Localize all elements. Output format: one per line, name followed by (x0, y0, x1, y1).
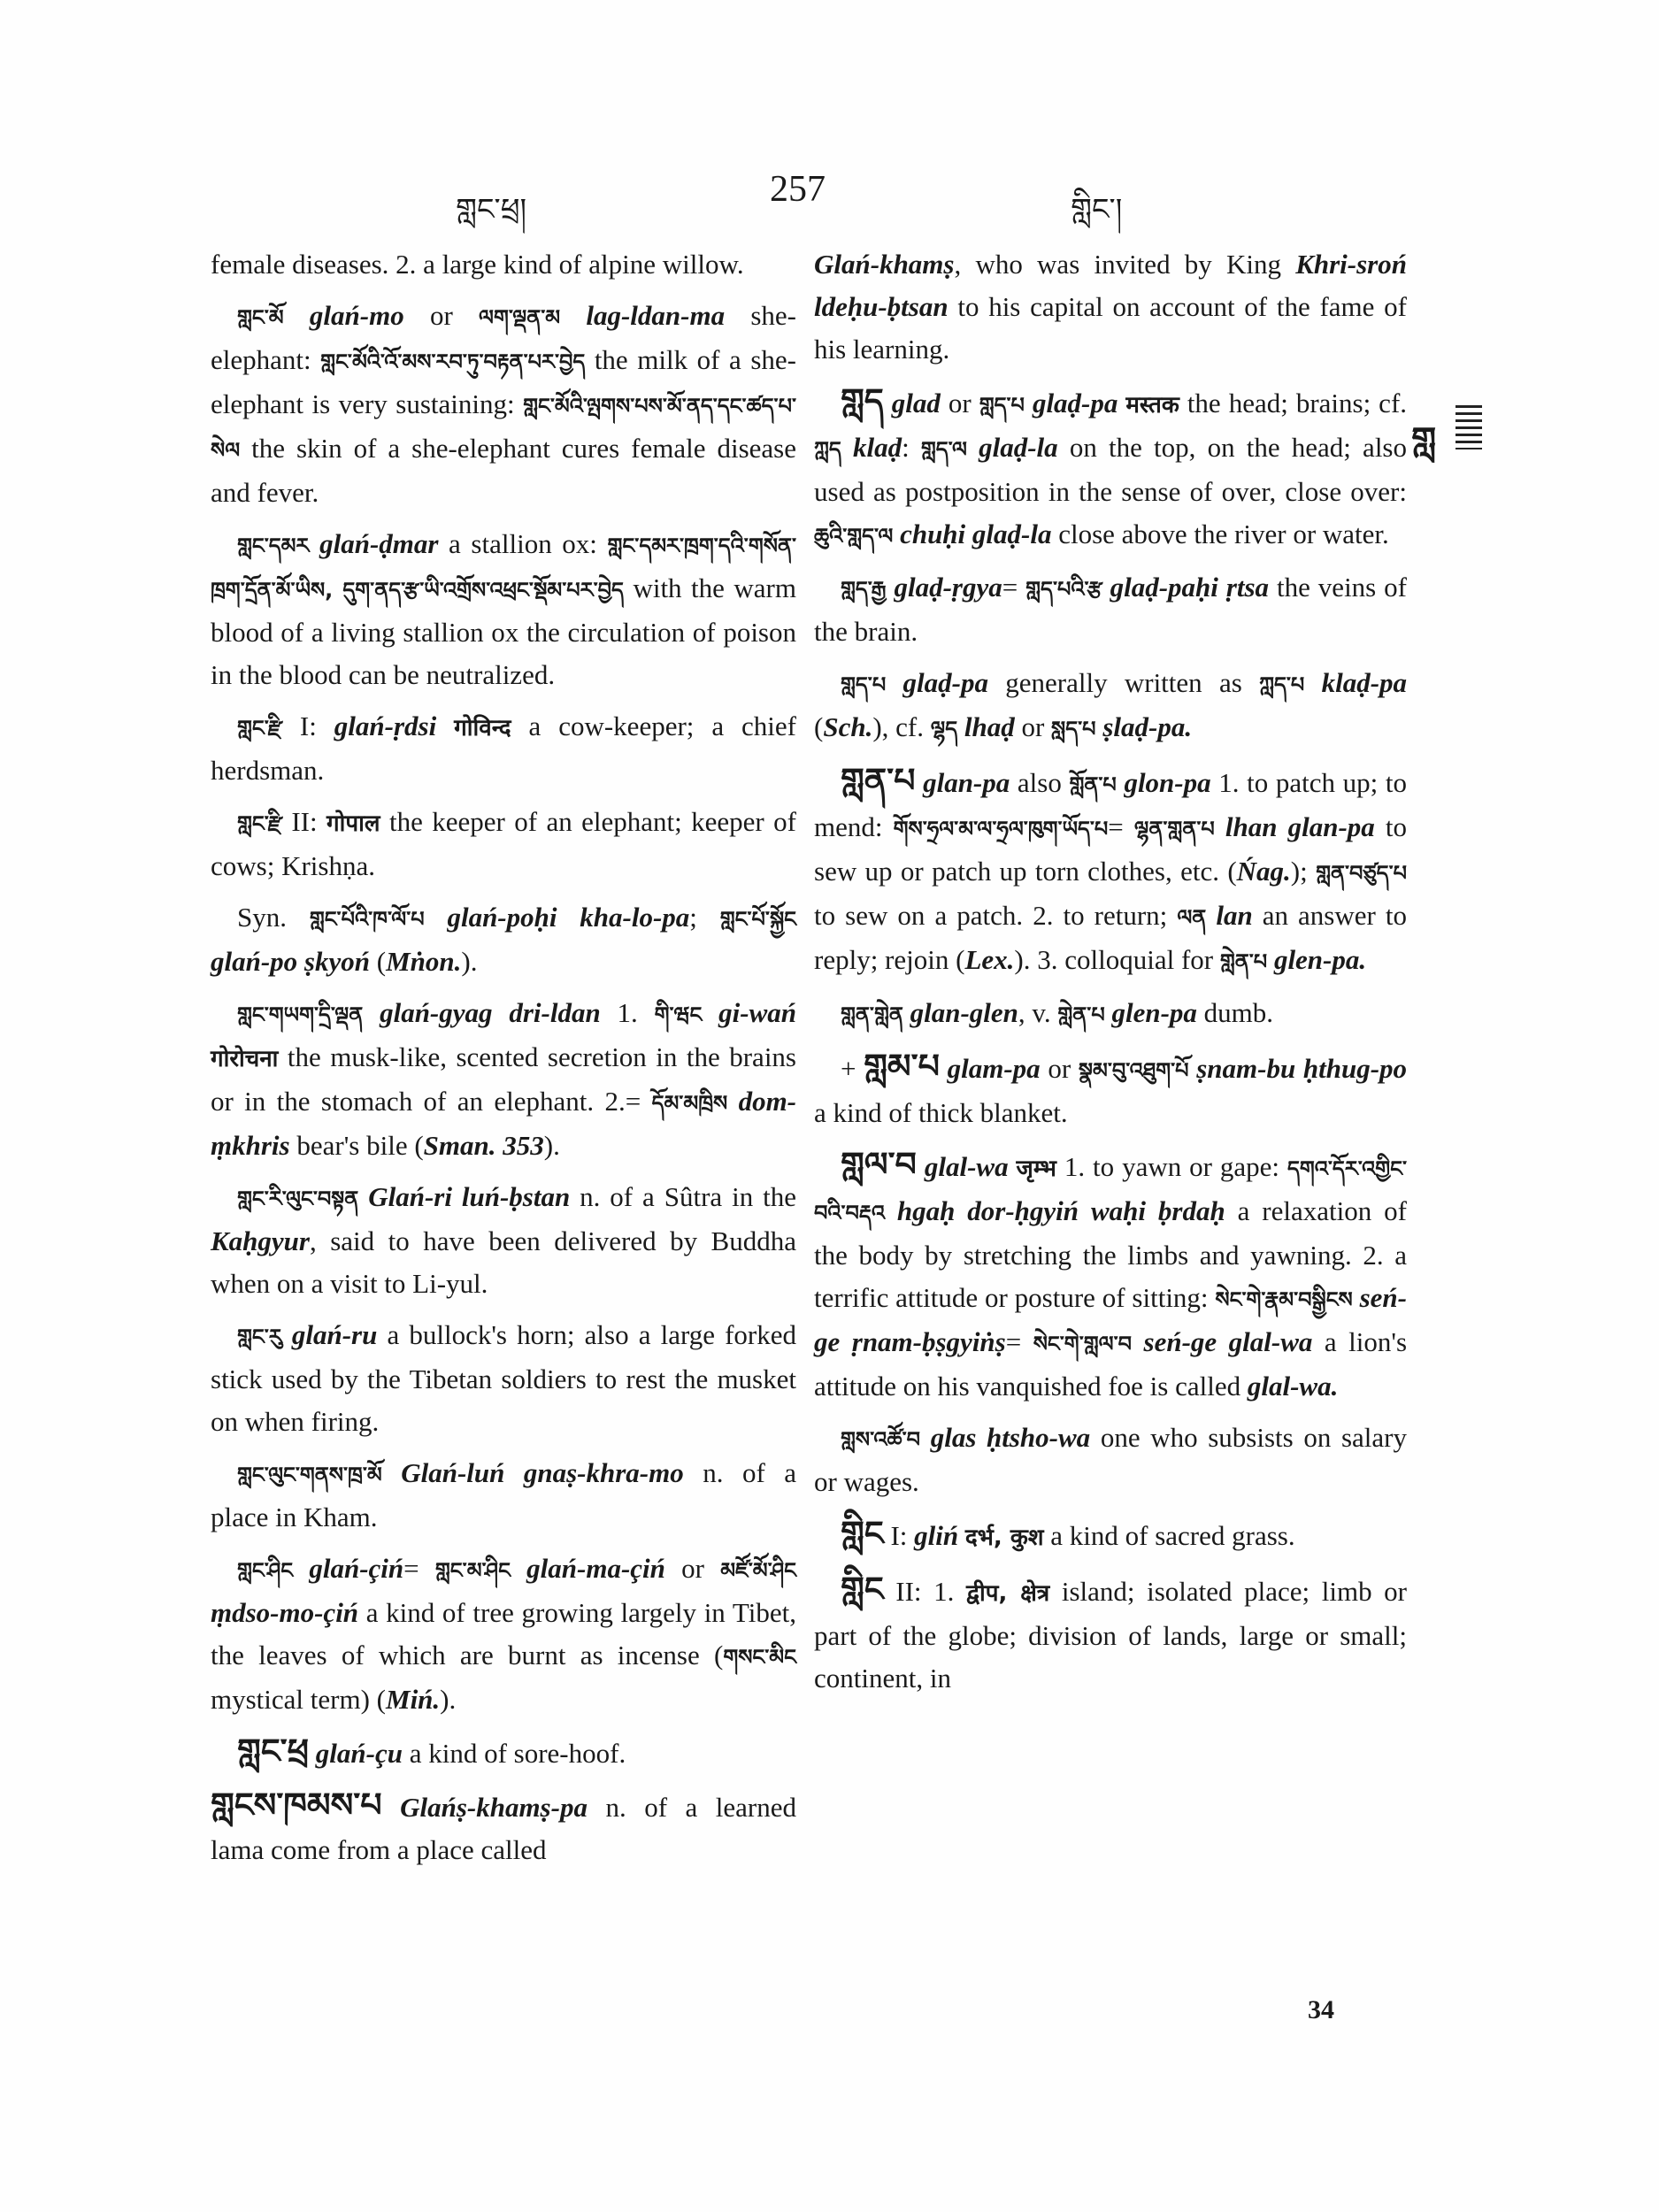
transliteration: gliń (914, 1520, 959, 1551)
definition-text (1353, 1282, 1360, 1313)
running-header (0, 168, 1659, 230)
dictionary-entry (814, 1417, 1407, 1503)
definition-text (511, 1553, 526, 1584)
definition-text: II: (281, 806, 327, 837)
tibetan-headword: ལན (1177, 905, 1207, 930)
dictionary-entry (814, 992, 1407, 1036)
definition-text: = (1002, 572, 1026, 603)
transliteration: Sch. (823, 711, 873, 742)
sanskrit-term: जृम्भ (1016, 1156, 1056, 1182)
tibetan-main-headword: གླད (841, 381, 884, 420)
thumb-tab-rule-lines (1455, 405, 1482, 449)
definition-text (284, 300, 310, 331)
tibetan-headword: གླད་རྒྱ (841, 577, 887, 602)
definition-text: or (403, 300, 480, 331)
definition-text: a kind of sacred grass. (1043, 1520, 1295, 1551)
definition-text (1009, 1151, 1017, 1182)
definition-text: or (1040, 1053, 1079, 1084)
right-guide-word: གླིང་། (1071, 192, 1123, 227)
definition-text: a kind of thick blanket. (814, 1097, 1068, 1128)
transliteration: glas ḥtsho-wa (930, 1422, 1091, 1453)
tibetan-headword: གླང་གཡག་དྲི་ལྡན (237, 1002, 364, 1027)
transliteration: dom-ṃkhris (211, 1086, 796, 1161)
dictionary-entry (814, 566, 1407, 653)
transliteration: hgaḥ dor-ḥgyiń waḥi ḅrdaḥ (896, 1195, 1225, 1226)
tibetan-headword: གླང་མོའི་འོ་མས་རབ་ཏུ་བརྟན་པར་བྱེད (320, 349, 586, 374)
definition-text (958, 1520, 965, 1551)
transliteration: glad (891, 388, 941, 419)
transliteration: Miń. (386, 1684, 441, 1715)
definition-text (1189, 1053, 1197, 1084)
definition-text: 1. (600, 997, 655, 1028)
definition-text (1102, 572, 1110, 603)
dictionary-entry (814, 759, 1407, 983)
definition-text: n. of a place in Kham. (211, 1457, 797, 1532)
tibetan-headword: གླས་འཚོ་བ (841, 1427, 921, 1452)
tibetan-headword: ལྷད (930, 717, 958, 741)
definition-text (363, 997, 380, 1028)
tibetan-headword: གི་ཝང (654, 1002, 703, 1027)
definition-text: ( (370, 946, 387, 977)
dictionary-entry (814, 662, 1407, 750)
dictionary-entry (211, 1548, 796, 1721)
tibetan-main-headword: གླལ་བ (841, 1145, 917, 1184)
tibetan-headword: སླད་པ (1051, 717, 1096, 741)
thumb-index-tab (1411, 400, 1484, 461)
tibetan-headword: གླད་པ (841, 672, 887, 697)
dictionary-entry (211, 1784, 796, 1871)
definition-text: : (902, 432, 921, 463)
definition-text: a relaxation of the body by stretching the limbs and yawning. 2. a terrific attitude or posture of sitting: (814, 1195, 1407, 1313)
tibetan-main-headword: གླིང (841, 1570, 884, 1609)
tibetan-headword: གླན་གླེན (841, 1002, 903, 1027)
tibetan-headword: ཀླད (814, 437, 841, 462)
definition-text: the head; brains; cf. (1179, 388, 1408, 419)
tibetan-headword: གསང་མིང (723, 1645, 796, 1670)
definition-text: , said to have been delivered by Buddha when on a visit to Li-yul. (211, 1225, 796, 1299)
definition-text: close above the river or water. (1051, 518, 1389, 549)
definition-text (940, 1053, 948, 1084)
transliteration: glan-glen (910, 997, 1018, 1028)
tibetan-headword: སྣམ་བུ་འཐུག་པོ (1078, 1058, 1189, 1083)
tibetan-main-headword: གླངས་ཁམས་པ (211, 1786, 382, 1824)
definition-text (727, 1086, 738, 1117)
transliteration: glań-ma-çiń (526, 1553, 665, 1584)
tibetan-headword: གླང་མ་ཤིང (434, 1558, 511, 1583)
definition-text (1132, 1326, 1144, 1357)
definition-text: , v. (1018, 997, 1058, 1028)
definition-text: 1. to patch up; to mend: (814, 767, 1408, 842)
definition-text (915, 767, 923, 798)
definition-text (917, 1151, 925, 1182)
tibetan-headword: ཆུའི་གླད་ལ (814, 524, 894, 549)
definition-text (1215, 811, 1225, 842)
definition-text (893, 518, 900, 549)
transliteration: klaḍ-pa (1321, 667, 1408, 698)
dictionary-entry (814, 380, 1407, 557)
definition-text (309, 528, 319, 559)
sanskrit-term: दर्भ, कुश (964, 1525, 1044, 1551)
definition-text: with the warm blood of a living stallion ox the circulation of poison in the blood can be neutralized. (211, 572, 796, 690)
tibetan-headword: གླང་དམར (237, 534, 310, 558)
definition-text: + (841, 1053, 864, 1084)
definition-text: to sew up or patch up torn clothes, etc. ( (814, 811, 1407, 887)
definition-text: = (1108, 811, 1134, 842)
transliteration: glań-ṛdsi (334, 710, 437, 741)
transliteration: lhaḍ (964, 711, 1015, 742)
dictionary-entry (211, 1176, 796, 1305)
tibetan-headword: ཀླད་པ (1259, 672, 1305, 697)
tibetan-headword: གླད་པའི་རྩ (1025, 577, 1102, 602)
transliteration: glal-wa (924, 1151, 1009, 1182)
tibetan-headword: གླང་ཤིང (237, 1558, 294, 1583)
definition-text (560, 300, 586, 331)
tibetan-headword: སེང་གེ་གླལ་བ (1033, 1332, 1133, 1356)
left-guide-word: གླང་ཕྲ། (456, 192, 527, 227)
tibetan-main-headword: གླང་ཕྲ (237, 1732, 310, 1770)
definition-text (841, 432, 853, 463)
definition-text (885, 1195, 897, 1226)
transliteration: glal-wa. (1247, 1371, 1339, 1402)
definition-text: also (1010, 767, 1070, 798)
dictionary-entry (211, 705, 796, 792)
definition-text (282, 1319, 292, 1350)
definition-text (967, 432, 979, 463)
tibetan-headword: གླང་ལུང་གནས་ཁྲ་མོ (237, 1463, 382, 1487)
dictionary-entry (211, 1730, 796, 1775)
definition-text: generally written as (987, 667, 1260, 698)
dictionary-entry (814, 1512, 1407, 1559)
transliteration: chuḥi glaḍ-la (900, 518, 1052, 549)
tibetan-headword: གོས་ཧྲལ་མ་ལ་ཧྲལ་ཁུག་ཡོད་པ (893, 817, 1109, 841)
transliteration: ṃdso-mo-çiń (211, 1597, 359, 1628)
tibetan-headword: དོམ་མཁྲིས (651, 1091, 728, 1116)
definition-text: a cow-keeper; a chief herdsman. (211, 710, 796, 786)
definition-text (1025, 388, 1033, 419)
tibetan-headword: མཛོ་མོ་ཤིང (720, 1558, 796, 1583)
transliteration: lan (1216, 900, 1253, 931)
definition-text (1267, 944, 1274, 975)
dictionary-entry (211, 1314, 796, 1443)
dictionary-entry (211, 295, 796, 514)
definition-text: island; isolated place; limb or part of the globe; division of lands, large or small; continent, in (814, 1576, 1408, 1694)
definition-text: an answer to reply; rejoin ( (814, 900, 1407, 975)
definition-text: ); (1290, 856, 1317, 887)
transliteration: Glańṣ-khamṣ-pa (400, 1792, 588, 1823)
sanskrit-term: मस्तक (1125, 392, 1179, 419)
transliteration: glań-mo (309, 300, 404, 331)
definition-text: a lion's attitude on his vanquished foe is called (814, 1326, 1408, 1402)
definition-text (436, 710, 454, 741)
transliteration: glaḍ-pa (1032, 388, 1118, 419)
definition-text: I: (883, 1520, 915, 1551)
tibetan-headword: གླད་ལ (920, 437, 967, 462)
definition-text: a kind of sore-hoof. (402, 1738, 626, 1769)
transliteration: Sman. 353 (423, 1130, 544, 1161)
definition-text: female diseases. 2. a large kind of alpine willow. (211, 249, 744, 280)
definition-text: on the top, on the head; also used as postposition in the sense of over, close over: (814, 432, 1407, 507)
transliteration: Lex. (964, 944, 1015, 975)
definition-text (382, 1457, 401, 1488)
definition-text: the milk of a she-elephant is very sustaining: (211, 344, 796, 419)
transliteration: glań-po ṣkyoń (211, 946, 370, 977)
definition-text: = (403, 1553, 435, 1584)
transliteration: glon-pa (1124, 767, 1211, 798)
sanskrit-term: गोरोचना (211, 1046, 279, 1072)
transliteration: glen-pa. (1273, 944, 1367, 975)
definition-text: or (940, 388, 979, 419)
tibetan-headword: གློན་པ (1069, 772, 1117, 797)
definition-text: ). (543, 1130, 560, 1161)
tibetan-headword: དགའ་དོར་འགྱིང་བའི་བརྡའ (814, 1156, 1408, 1225)
transliteration: glan-pa (923, 767, 1010, 798)
definition-text: dumb. (1196, 997, 1274, 1028)
transliteration: seń-ge ṛnam-ḅṣgyiṅṣ (814, 1282, 1407, 1357)
tibetan-headword: གླེན་པ (1057, 1002, 1105, 1027)
right-column (814, 243, 1407, 1709)
thumb-tab-letter: གླ (1411, 420, 1437, 461)
transliteration: ṣlaḍ-pa. (1102, 711, 1193, 742)
definition-text: ). (440, 1684, 457, 1715)
definition-text (293, 1553, 309, 1584)
transliteration: Glań-luń gnaṣ-khra-mo (401, 1457, 684, 1488)
transliteration: glań-çu (315, 1738, 403, 1769)
left-column (211, 243, 796, 1880)
definition-text: = (1005, 1326, 1033, 1357)
transliteration: lag-ldan-ma (586, 300, 726, 331)
definition-text (957, 711, 964, 742)
dictionary-entry (211, 523, 796, 696)
definition-text (920, 1422, 931, 1453)
transliteration: Khri-sroń ldeḥu-ḅtsan (814, 249, 1407, 322)
definition-text (884, 388, 892, 419)
transliteration: Mṅon. (386, 946, 462, 977)
definition-text: a kind of tree growing largely in Tibet, the leaves of which are burnt as incense ( (211, 1597, 796, 1671)
definition-text: or (664, 1553, 721, 1584)
transliteration: lhan glan-pa (1225, 811, 1375, 842)
definition-text (382, 1792, 401, 1823)
tibetan-headword: གླང་མོའི་ལྤགས་པས་མོ་ནད་དང་ཚད་པ་སེལ (211, 394, 796, 463)
tibetan-headword: གླད་པ (979, 393, 1025, 418)
tibetan-headword: གླང་རུ (237, 1325, 282, 1349)
dictionary-entry (211, 1452, 796, 1539)
dictionary-entry (211, 992, 796, 1167)
transliteration: Ńag. (1236, 856, 1291, 887)
definition-text (1206, 900, 1216, 931)
transliteration: glaḍ-paḥi ṛtsa (1110, 572, 1270, 603)
sanskrit-term: द्वीप, क्षेत्र (966, 1580, 1050, 1607)
definition-text: ), cf. (872, 711, 931, 742)
dictionary-entry (814, 243, 1407, 371)
definition-text (702, 997, 718, 1028)
tibetan-headword: སེང་གེ་རྣམ་བསྒྱིངས (1215, 1287, 1353, 1312)
definition-text: bear's bile ( (289, 1130, 424, 1161)
definition-text: the musk-like, scented secretion in the brains or in the stomach of an elephant. 2.= (211, 1041, 796, 1117)
definition-text: II: 1. (883, 1576, 967, 1607)
transliteration: glen-pa (1111, 997, 1197, 1028)
definition-text: to sew on a patch. 2. to return; (814, 900, 1178, 931)
definition-text: mystical term) ( (211, 1684, 386, 1715)
definition-text: she-elephant: (211, 300, 796, 375)
definition-text (358, 1181, 368, 1212)
transliteration: glań-çiń (309, 1553, 404, 1584)
tibetan-main-headword: གླམ་པ (864, 1047, 940, 1086)
transliteration: gi-wań (718, 997, 797, 1028)
transliteration: glań-ru (291, 1319, 378, 1350)
definition-text: n. of a Sûtra in the (570, 1181, 796, 1212)
definition-text: ( (814, 711, 824, 742)
definition-text (309, 1738, 316, 1769)
transliteration: glaḍ-ṛgya (894, 572, 1002, 603)
dictionary-entry (814, 1143, 1407, 1408)
tibetan-headword: གླེན་པ (1219, 949, 1268, 974)
tibetan-headword: གླང་དམར་ཁྲག་དའི་གསོན་ཁྲག་དྲོན་མོ་ཡིས, དུག་ནད་རྩ་ཡི་འགྲོས་འཕྲང་སྡོམ་པར་བྱེད (211, 534, 796, 603)
definition-text: ; (689, 902, 720, 933)
definition-text: n. of a learned lama come from a place called (211, 1792, 796, 1865)
definition-text (425, 902, 448, 933)
definition-text: a bullock's horn; also a large forked stick used by the Tibetan soldiers to rest the musket on when firing. (211, 1319, 797, 1437)
definition-text (1304, 667, 1321, 698)
tibetan-headword: གླང་མོ (237, 305, 284, 330)
definition-text (903, 997, 910, 1028)
transliteration: glań-gyag dri-ldan (380, 997, 601, 1028)
sanskrit-term: गोविन्द (454, 715, 511, 741)
tibetan-main-headword: གླན་པ (841, 761, 916, 800)
transliteration: glaḍ-pa (902, 667, 988, 698)
sanskrit-term: गोपाल (326, 810, 380, 837)
tibetan-headword: ལག་ལྡན་མ (479, 305, 561, 330)
tibetan-headword: གླང་རྫི (237, 811, 282, 836)
transliteration: Glań-ri luń-ḅstan (368, 1181, 571, 1212)
transliteration: glaḍ-la (979, 432, 1058, 463)
definition-text: 1. to yawn or gape: (1056, 1151, 1287, 1182)
definition-text: to his capital on account of the fame of his learning. (814, 291, 1407, 365)
definition-text: ). (461, 946, 478, 977)
transliteration: klaḍ (852, 432, 902, 463)
tibetan-headword: གླན་བཙུད་པ (1316, 861, 1408, 886)
definition-text: a stallion ox: (438, 528, 608, 559)
transliteration: glań-poḥi kha-lo-pa (447, 902, 690, 933)
definition-text: , who was invited by King (954, 249, 1296, 280)
dictionary-entry (211, 896, 796, 983)
tibetan-headword: གླང་པོའི་ཁ་ལོ་པ (309, 907, 425, 932)
tibetan-headword: གླང་པོ་སྐྱོང (719, 907, 796, 932)
definition-text: the veins of the brain. (814, 572, 1407, 647)
transliteration: Kaḥgyur (211, 1225, 310, 1256)
tibetan-main-headword: གླིང (841, 1514, 884, 1553)
transliteration: ṣnam-bu ḥthug-po (1196, 1053, 1408, 1084)
transliteration: Glań-khamṣ (814, 249, 955, 280)
definition-text: one who subsists on salary or wages. (814, 1422, 1408, 1497)
definition-text: the skin of a she-elephant cures female disease and fever. (211, 433, 796, 508)
dictionary-entry (211, 801, 796, 887)
transliteration: seń-ge glal-wa (1143, 1326, 1313, 1357)
page-number: 257 (770, 169, 826, 210)
dictionary-entry (211, 243, 796, 286)
tibetan-headword: གླང་རི་ལུང་བསྟན (237, 1187, 359, 1211)
transliteration: glań-ḍmar (319, 528, 439, 559)
definition-text: or (1014, 711, 1052, 742)
transliteration: glam-pa (947, 1053, 1041, 1084)
definition-text: Syn. (237, 902, 310, 933)
definition-text: ). 3. colloquial for (1014, 944, 1220, 975)
tibetan-headword: གླང་རྫི (237, 716, 282, 741)
definition-text: I: (281, 710, 334, 741)
tibetan-headword: ལྷན་གླན་པ (1133, 817, 1215, 841)
definition-text: the keeper of an elephant; keeper of cows; Krishṇa. (211, 806, 796, 881)
definition-text (886, 667, 902, 698)
dictionary-entry (814, 1568, 1407, 1700)
dictionary-entry (814, 1045, 1407, 1134)
signature-mark: 34 (1308, 1995, 1334, 2024)
